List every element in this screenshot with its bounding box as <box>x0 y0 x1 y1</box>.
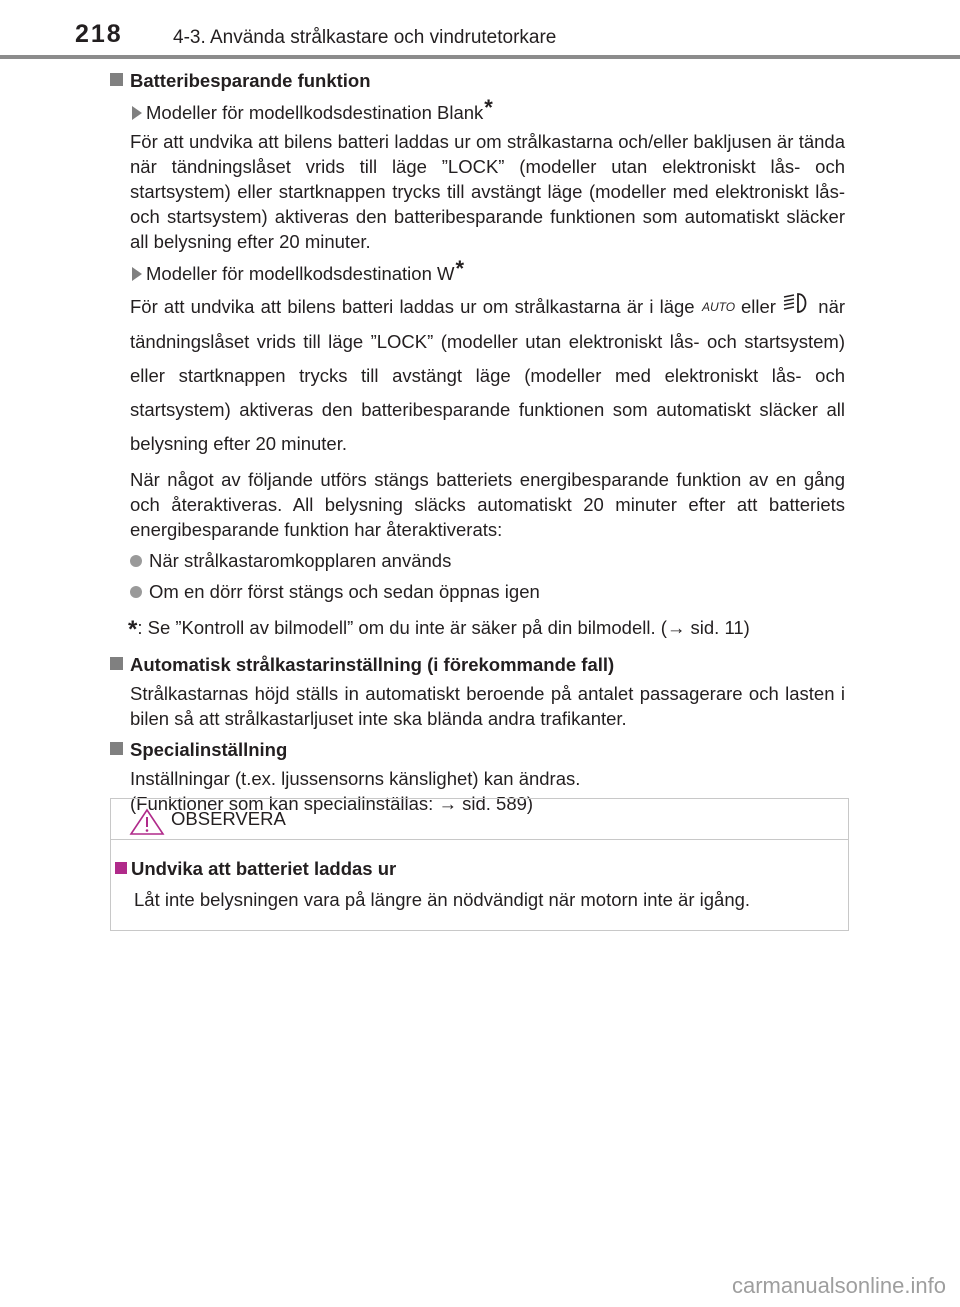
caution-box <box>110 798 849 931</box>
asterisk-mark: * <box>484 95 493 120</box>
section-title-custom <box>110 737 845 762</box>
paragraph-blank: För att undvika att bilens batteri laddas ur om strålkastarna och/eller bakljusen är tända när tändningslåset vrids till läge ”LOCK” (modeller utan elektroniskt lås- och startsystem) eller startknappen trycks till avstängt läge (modeller med elektroniskt lås- och startsystem) aktiveras den batteribesparande funktionen som automatiskt släcker all belysning efter 20 minuter. <box>130 131 845 252</box>
paragraph-w-part-b: eller <box>740 296 776 317</box>
caution-label: OBSERVERA <box>171 808 286 829</box>
main-content <box>110 66 845 816</box>
caution-header <box>111 799 848 840</box>
paragraph-w-part-c: när tändningslåset vrids till läge ”LOCK” (modeller utan elektroniskt lås- och startsystem) eller startknappen trycks till avstängt läge (modeller med elektroniskt lås- och startsystem) aktiveras den batteribesparande funktionen som automatiskt släcker all belysning efter 20 minuter. <box>130 296 846 455</box>
svg-text:AUTO: AUTO <box>701 300 735 315</box>
page-header <box>0 0 960 60</box>
paragraph-custom-line1: Inställningar (t.ex. ljussensorns känslighet) kan ändras. <box>130 768 581 790</box>
list-item-text: När strålkastaromkopplaren används <box>149 550 452 572</box>
section-square-icon <box>110 73 123 86</box>
watermark: carmanualsonline.info <box>731 1273 946 1298</box>
subheading-text: Modeller för modellkodsdestination Blank <box>146 102 484 123</box>
subheading-blank <box>110 95 845 125</box>
section-title-text: Batteribesparande funktion <box>130 70 371 91</box>
caution-text: Låt inte belysningen vara på längre än nödvändigt när motorn inte är igång. <box>134 889 751 910</box>
footnote-asterisk: * <box>128 616 138 644</box>
caution-title-text: Undvika att batteriet laddas ur <box>131 858 397 879</box>
chapter-title: 4-3. Använda strålkastare och vindrutetorkare <box>173 27 557 48</box>
subheading-text: Modeller för modellkodsdestination W <box>146 263 455 284</box>
caution-body <box>111 840 848 912</box>
headlight-auto-icon <box>701 291 735 325</box>
caution-title <box>115 856 848 881</box>
list-item-text: Om en dörr först stängs och sedan öppnas igen <box>149 581 540 603</box>
warning-triangle-icon <box>129 808 165 841</box>
list-item <box>110 548 845 573</box>
triangle-bullet-icon <box>132 106 142 120</box>
paragraph-w <box>110 290 845 461</box>
asterisk-mark: * <box>455 256 465 281</box>
section-title-leveling <box>110 652 845 677</box>
section-square-icon <box>110 742 123 755</box>
section-title-text: Automatisk strålkastarinställning (i förekommande fall) <box>130 654 615 676</box>
header-divider <box>0 55 960 59</box>
list-item <box>110 579 845 604</box>
bullet-dot-icon <box>130 586 142 598</box>
page-number: 218 <box>75 20 123 48</box>
footnote-text: : Se ”Kontroll av bilmodell” om du inte är säker på din bilmodell. (→ sid. 11) <box>137 617 750 639</box>
low-beam-headlight-icon <box>782 291 812 325</box>
bullet-dot-icon <box>130 555 142 567</box>
paragraph-reactivate: När något av följande utförs stängs batteriets energibesparande funktion av en gång och återaktiveras. All belysning släcks automatiskt 20 minuter efter att batteriets energibesparande funktion har återaktiverats: <box>130 469 845 541</box>
paragraph-custom-line2: (Funktioner som kan specialinställas: → sid. 589) <box>130 793 534 815</box>
section-title-text: Specialinställning <box>130 739 288 761</box>
section-title-battery <box>110 68 845 93</box>
section-square-icon <box>110 657 123 670</box>
triangle-bullet-icon <box>132 267 142 281</box>
caution-square-icon <box>115 862 127 874</box>
footnote <box>110 614 845 644</box>
subheading-w <box>110 256 845 286</box>
paragraph-leveling: Strålkastarnas höjd ställs in automatiskt beroende på antalet passagerare och lasten i bilen så att strålkastarljuset inte ska blända andra trafikanter. <box>130 683 845 730</box>
paragraph-w-part-a: För att undvika att bilens batteri laddas ur om strålkastarna är i läge <box>130 296 695 317</box>
